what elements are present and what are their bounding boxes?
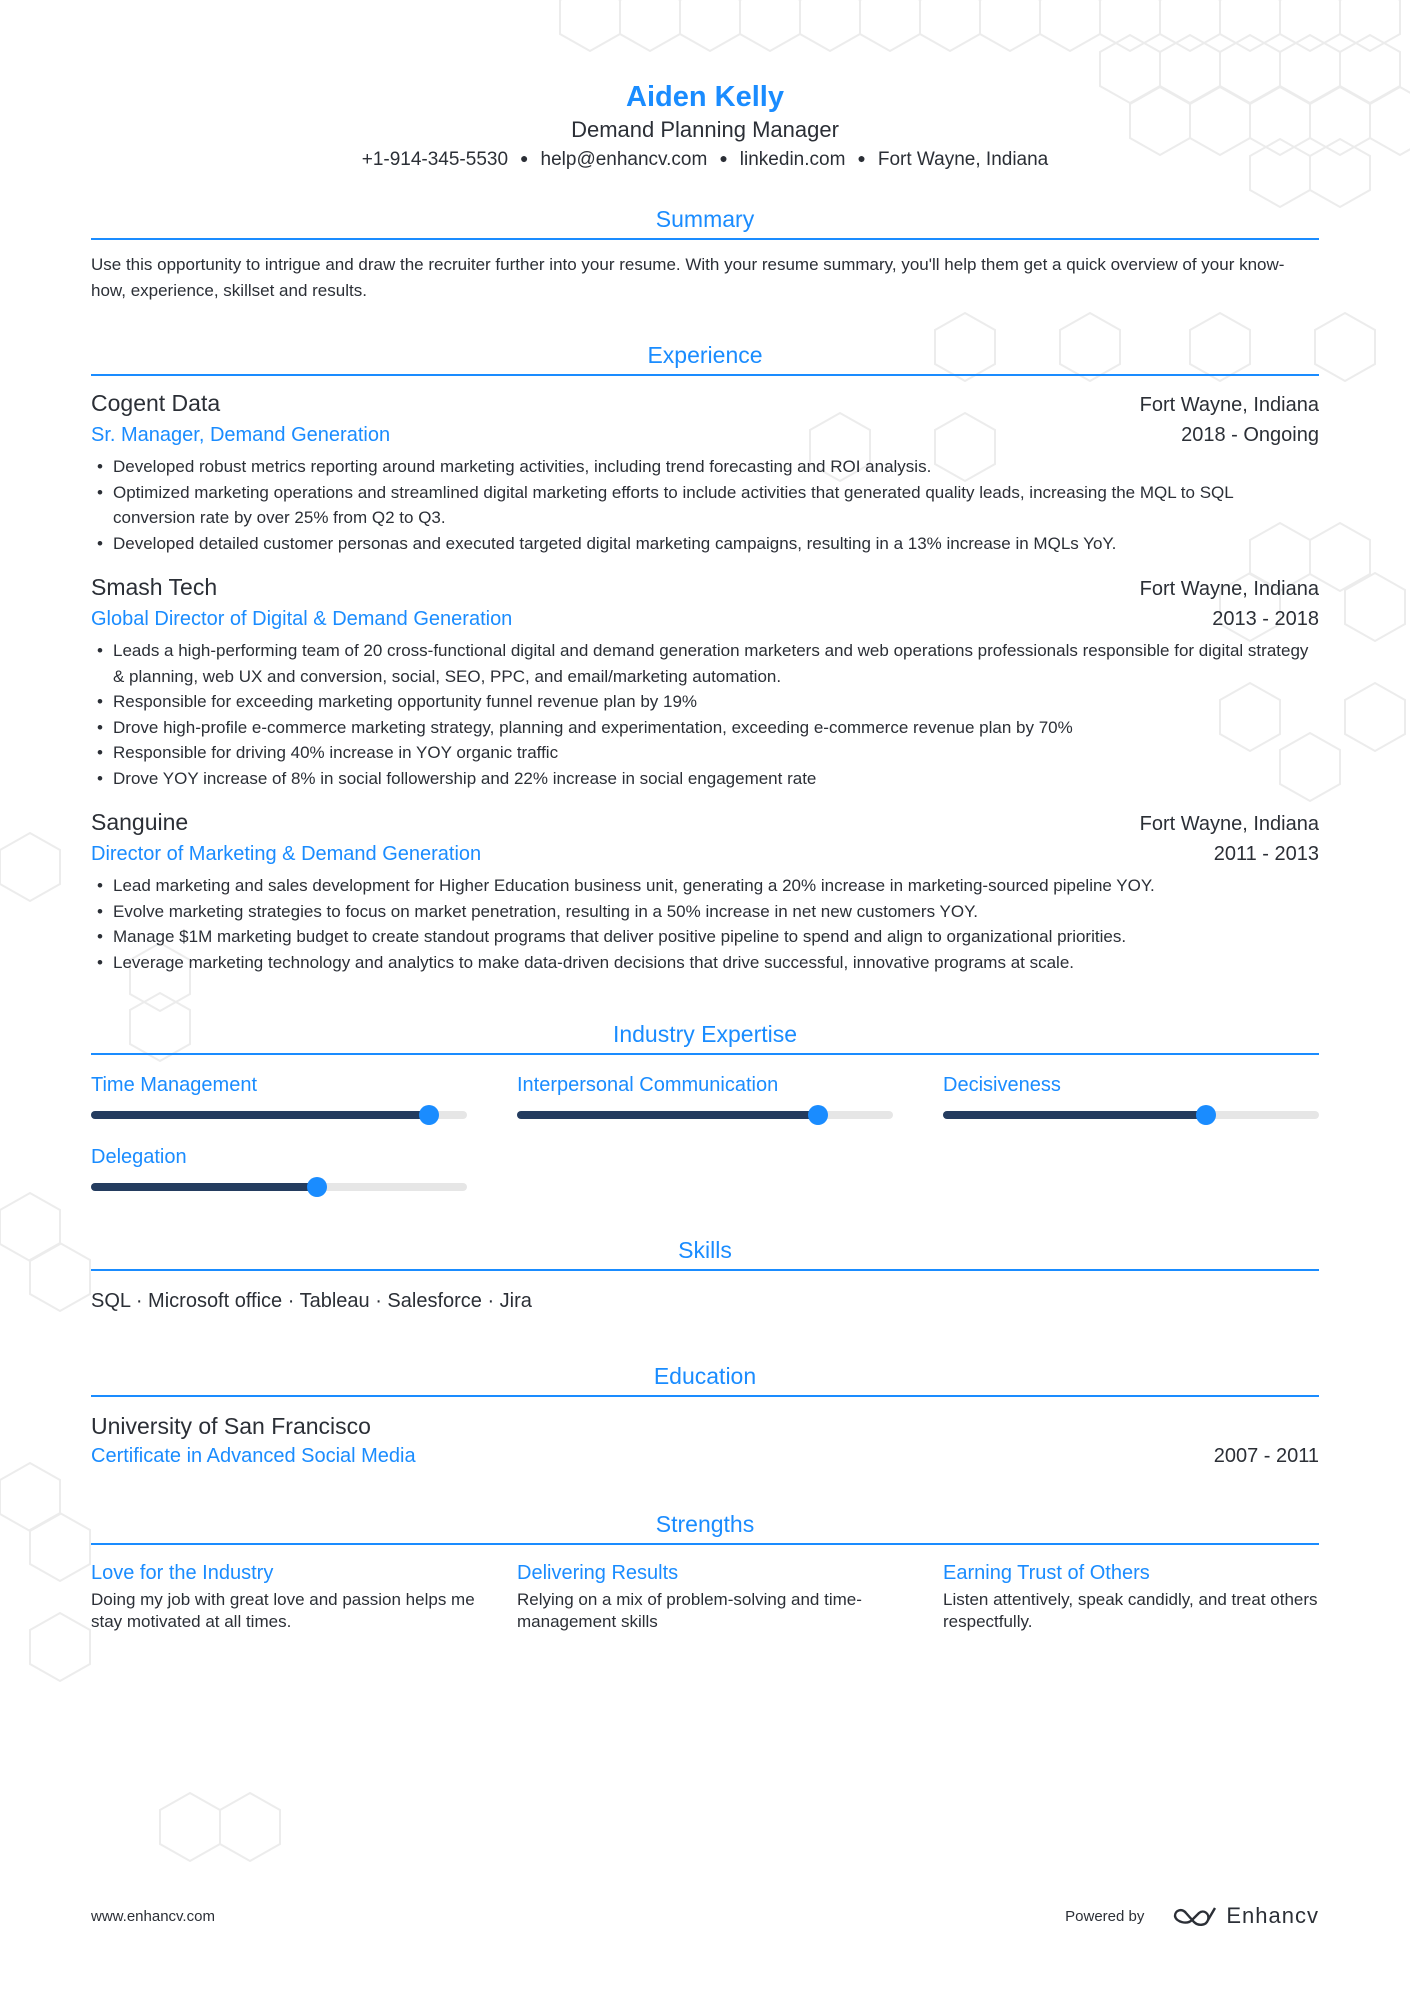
section-title-experience: Experience <box>91 340 1319 376</box>
strength-title: Love for the Industry <box>91 1562 274 1584</box>
strength-title: Delivering Results <box>517 1562 679 1584</box>
bullet-item: • Responsible for driving 40% increase in YOY organic traffic <box>91 740 1319 766</box>
candidate-title: Demand Planning Manager <box>571 117 839 142</box>
job-title: Sr. Manager, Demand Generation <box>91 424 391 446</box>
resume-header <box>91 0 1319 172</box>
bullet-item: • Responsible for exceeding marketing opportunity funnel revenue plan by 19% <box>91 689 1319 715</box>
expertise-bar-knob <box>307 1177 327 1197</box>
bullet-item: • Evolve marketing strategies to focus on market penetration, resulting in a 50% increase in net new customers YOY. <box>91 899 1319 925</box>
expertise-label: Interpersonal Communication <box>517 1074 779 1096</box>
separator-dot: ● <box>719 150 728 166</box>
strengths-section <box>91 1509 1319 1633</box>
contact-line <box>91 148 1319 172</box>
job-dates: 2011 - 2013 <box>1213 843 1319 865</box>
job-company: Sanguine <box>91 809 189 835</box>
expertise-bar-track <box>517 1111 893 1119</box>
job-title: Global Director of Digital & Demand Generation <box>91 608 513 630</box>
powered-by-label: Powered by <box>1065 1907 1145 1925</box>
job-bullets <box>91 454 1319 556</box>
job-location: Fort Wayne, Indiana <box>1139 813 1319 835</box>
expertise-grid <box>91 1071 1319 1215</box>
job-entry <box>91 807 1319 975</box>
skills-list: SQL · Microsoft office · Tableau · Salesforce · Jira <box>91 1290 532 1312</box>
brand-logo[interactable] <box>1172 1903 1319 1929</box>
education-degree: Certificate in Advanced Social Media <box>91 1445 416 1467</box>
resume-page <box>91 0 1319 1633</box>
bullet-item: • Optimized marketing operations and streamlined digital marketing efforts to include activities that generated quality leads, increasing the MQL to SQL conversion rate by over 25% from Q2 to Q3. <box>91 480 1319 531</box>
education-school: University of San Francisco <box>91 1413 371 1439</box>
candidate-name: Aiden Kelly <box>626 81 784 113</box>
expertise-bar-track <box>943 1111 1319 1119</box>
linkedin-link[interactable]: linkedin.com <box>739 149 846 170</box>
education-dates: 2007 - 2011 <box>1213 1445 1319 1467</box>
section-title-skills: Skills <box>91 1235 1319 1271</box>
bullet-item: • Leads a high-performing team of 20 cross-functional digital and demand generation marketers and web operations professionals responsible for digital strategy & planning, web UX and conversion, social, SEO, PPC, and email/marketing automation. <box>91 638 1319 689</box>
expertise-bar-track <box>91 1111 467 1119</box>
strength-description: Relying on a mix of problem-solving and time-management skills <box>517 1590 862 1631</box>
expertise-item <box>91 1143 517 1191</box>
expertise-label: Delegation <box>91 1146 187 1168</box>
job-bullets <box>91 873 1319 975</box>
expertise-bar-track <box>91 1183 467 1191</box>
location-text: Fort Wayne, Indiana <box>877 149 1049 170</box>
section-title-summary: Summary <box>91 204 1319 240</box>
section-title-education: Education <box>91 1361 1319 1397</box>
job-bullets <box>91 638 1319 791</box>
strength-description: Doing my job with great love and passion helps me stay motivated at all times. <box>91 1590 475 1631</box>
enhancv-logo-icon <box>1172 1904 1218 1928</box>
job-dates: 2018 - Ongoing <box>1181 424 1319 446</box>
job-entry <box>91 388 1319 556</box>
separator-dot: ● <box>520 150 529 166</box>
strength-item <box>943 1559 1319 1633</box>
expertise-bar-knob <box>419 1105 439 1125</box>
experience-section <box>91 340 1319 975</box>
job-dates: 2013 - 2018 <box>1212 608 1319 630</box>
job-location: Fort Wayne, Indiana <box>1139 394 1319 416</box>
expertise-label: Decisiveness <box>943 1074 1061 1096</box>
strengths-grid <box>91 1559 1319 1633</box>
job-title: Director of Marketing & Demand Generation <box>91 843 482 865</box>
job-location: Fort Wayne, Indiana <box>1139 578 1319 600</box>
summary-section <box>91 204 1319 304</box>
page-footer <box>91 1903 1319 1929</box>
summary-text: Use this opportunity to intrigue and draw the recruiter further into your resume. With your resume summary, you'll help them get a quick overview of your know-how, experience, skillset and results. <box>91 255 1285 300</box>
strength-item <box>91 1559 517 1633</box>
expertise-bar-knob <box>808 1105 828 1125</box>
expertise-bar-knob <box>1196 1105 1216 1125</box>
phone-number[interactable]: +1-914-345-5530 <box>361 149 509 170</box>
section-title-strengths: Strengths <box>91 1509 1319 1545</box>
job-company: Cogent Data <box>91 390 221 416</box>
bullet-item: • Drove YOY increase of 8% in social followership and 22% increase in social engagement rate <box>91 766 1319 792</box>
section-title-expertise: Industry Expertise <box>91 1019 1319 1055</box>
footer-url-link[interactable]: www.enhancv.com <box>91 1907 215 1925</box>
expertise-bar-fill <box>91 1183 317 1191</box>
skills-section <box>91 1235 1319 1315</box>
strength-title: Earning Trust of Others <box>943 1562 1150 1584</box>
bullet-item: • Developed detailed customer personas and executed targeted digital marketing campaigns, resulting in a 13% increase in MQLs YoY. <box>91 531 1319 557</box>
expertise-item <box>943 1071 1319 1119</box>
brand-name: Enhancv <box>1226 1903 1319 1928</box>
expertise-bar-fill <box>517 1111 818 1119</box>
strength-description: Listen attentively, speak candidly, and treat others respectfully. <box>943 1590 1318 1631</box>
expertise-section <box>91 1019 1319 1215</box>
email-link[interactable]: help@enhancv.com <box>540 149 708 170</box>
education-section <box>91 1361 1319 1471</box>
bullet-item: • Leverage marketing technology and analytics to make data-driven decisions that drive successful, innovative programs at scale. <box>91 950 1319 976</box>
expertise-item <box>91 1071 517 1119</box>
expertise-label: Time Management <box>91 1074 257 1096</box>
powered-by <box>1065 1903 1319 1929</box>
separator-dot: ● <box>857 150 866 166</box>
expertise-bar-fill <box>943 1111 1206 1119</box>
bullet-item: • Drove high-profile e-commerce marketing strategy, planning and experimentation, exceeding e-commerce revenue plan by 70% <box>91 715 1319 741</box>
bullet-item: • Lead marketing and sales development for Higher Education business unit, generating a 20% increase in marketing-sourced pipeline YOY. <box>91 873 1319 899</box>
job-entry <box>91 572 1319 791</box>
bullet-item: • Manage $1M marketing budget to create standout programs that deliver positive pipeline to spend and align to organizational priorities. <box>91 924 1319 950</box>
bullet-item: • Developed robust metrics reporting around marketing activities, including trend forecasting and ROI analysis. <box>91 454 1319 480</box>
expertise-bar-fill <box>91 1111 429 1119</box>
strength-item <box>517 1559 943 1633</box>
expertise-item <box>517 1071 943 1119</box>
job-company: Smash Tech <box>91 574 218 600</box>
